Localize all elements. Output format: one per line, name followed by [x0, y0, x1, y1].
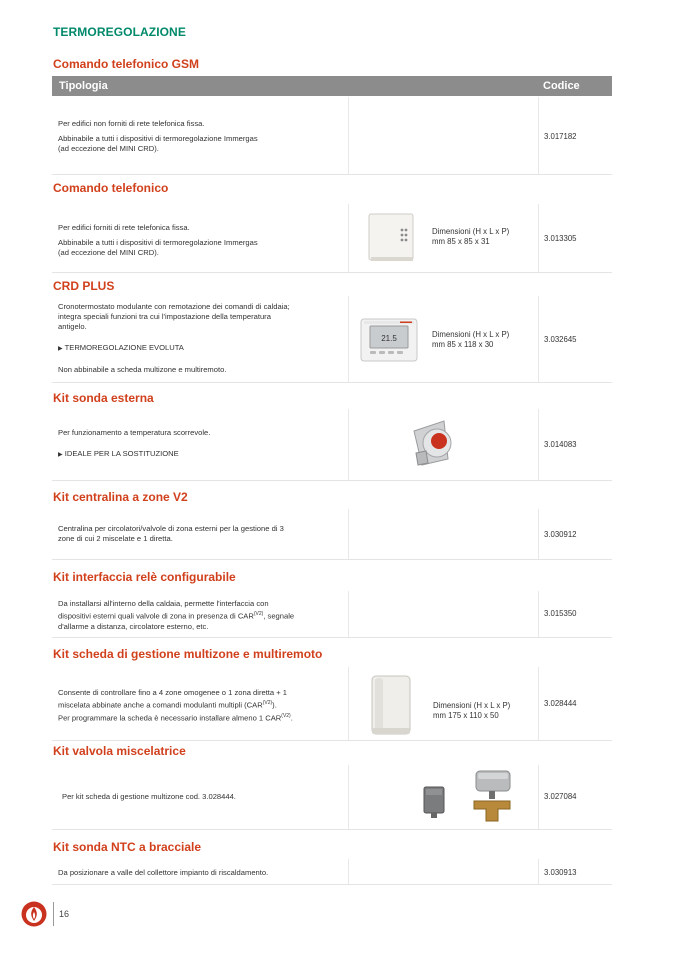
table-row — [52, 97, 612, 175]
bullet-triangle-icon: ▶ — [58, 346, 63, 352]
table-row — [52, 765, 612, 830]
product-code: 3.017182 — [544, 132, 577, 141]
product-dimensions: Dimensioni (H x L x P) mm 175 x 110 x 50 — [433, 701, 511, 720]
product-title-telefonico: Comando telefonico — [53, 181, 169, 195]
product-title-sonda-ntc: Kit sonda NTC a bracciale — [53, 840, 202, 854]
crd-plus-thermostat-icon — [360, 318, 418, 363]
product-title-interfaccia-rele: Kit interfaccia relè configurabile — [53, 570, 236, 584]
table-row — [52, 409, 612, 481]
table-row — [52, 204, 612, 273]
product-description: Da posizionare a valle del collettore impianto di riscaldamento. — [58, 868, 269, 877]
valve-actuator-small-icon — [420, 769, 450, 819]
product-code: 3.030912 — [544, 530, 577, 539]
product-description: Per edifici forniti di rete telefonica fissa. Abbinabile a tutti i dispositivi di termoregolazione Immergas (ad eccezione del MINI CRD). — [58, 223, 258, 257]
product-code: 3.027084 — [544, 792, 577, 801]
bullet-triangle-icon: ▶ — [58, 452, 63, 458]
product-code: 3.030913 — [544, 868, 577, 877]
product-description: Consente di controllare fino a 4 zone omogenee o 1 zona diretta + 1 miscelata abbinate anche a comandi modulanti multipli $(CAR^{(V2)})$. Per programmare la scheda è necessario installare almeno 1 $CAR^{(V2)}$. — [58, 688, 293, 723]
product-code: 3.013305 — [544, 234, 577, 243]
table-row — [52, 591, 612, 638]
product-title-multizone: Kit scheda di gestione multizone e multiremoto — [53, 647, 323, 661]
external-probe-icon — [406, 415, 464, 475]
product-code: 3.015350 — [544, 609, 577, 618]
product-title-sonda-esterna: Kit sonda esterna — [53, 391, 154, 405]
telephone-control-icon — [368, 212, 416, 264]
mixing-valve-icon — [468, 767, 518, 825]
multizone-board-box-icon — [370, 672, 414, 738]
product-code: 3.032645 — [544, 335, 577, 344]
product-code: 3.014083 — [544, 440, 577, 449]
table-header — [52, 76, 612, 96]
product-title-centralina: Kit centralina a zone V2 — [53, 490, 188, 504]
product-description: Centralina per circolatori/valvole di zona esterni per la gestione di 3 zone di cui 2 miscelate e 1 diretta. — [58, 524, 284, 543]
product-title-valvola: Kit valvola miscelatrice — [53, 744, 186, 758]
table-row — [52, 296, 612, 383]
product-title-crd-plus: CRD PLUS — [53, 279, 115, 293]
product-description: Da installarsi all'interno della caldaia, permette l'interfaccia con dispositivi esterni quali valvole di zona in presenza di $CAR^{(V2)}$, segnale d'allarme a distanza, circolatore esterno, etc. — [58, 599, 295, 631]
product-code: 3.028444 — [544, 699, 577, 708]
product-description: Per edifici non forniti di rete telefonica fissa. Abbinabile a tutti i dispositivi di termoregolazione Immergas (ad eccezione del MINI CRD). — [58, 119, 258, 153]
page-number: 16 — [59, 909, 70, 919]
product-description: Per kit scheda di gestione multizone cod. 3.028444. — [62, 792, 236, 801]
svg-text:21.5: 21.5 — [381, 334, 397, 343]
table-row — [52, 667, 612, 741]
product-description: Per funzionamento a temperatura scorrevole. ▶ IDEALE PER LA SOSTITUZIONE — [58, 428, 211, 458]
immergas-logo-icon — [21, 901, 47, 927]
header-codice: Codice — [543, 80, 580, 92]
product-description: Cronotermostato modulante con remotazione dei comandi di caldaia; integra speciali funzioni tra cui l'impostazione della temperatura antigelo. ▶ TERMOREGOLAZIONE EVOLUTA Non abbinabile a scheda multizone e multiremoto. — [58, 302, 290, 374]
product-dimensions: Dimensioni (H x L x P) mm 85 x 118 x 30 — [432, 330, 510, 349]
product-title-gsm: Comando telefonico GSM — [53, 57, 200, 71]
product-dimensions: Dimensioni (H x L x P) mm 85 x 85 x 31 — [432, 227, 510, 246]
header-tipologia: Tipologia — [59, 80, 108, 92]
table-row — [52, 859, 612, 885]
section-title: TERMOREGOLAZIONE — [53, 25, 186, 39]
table-row — [52, 509, 612, 560]
footer-divider — [53, 902, 54, 926]
